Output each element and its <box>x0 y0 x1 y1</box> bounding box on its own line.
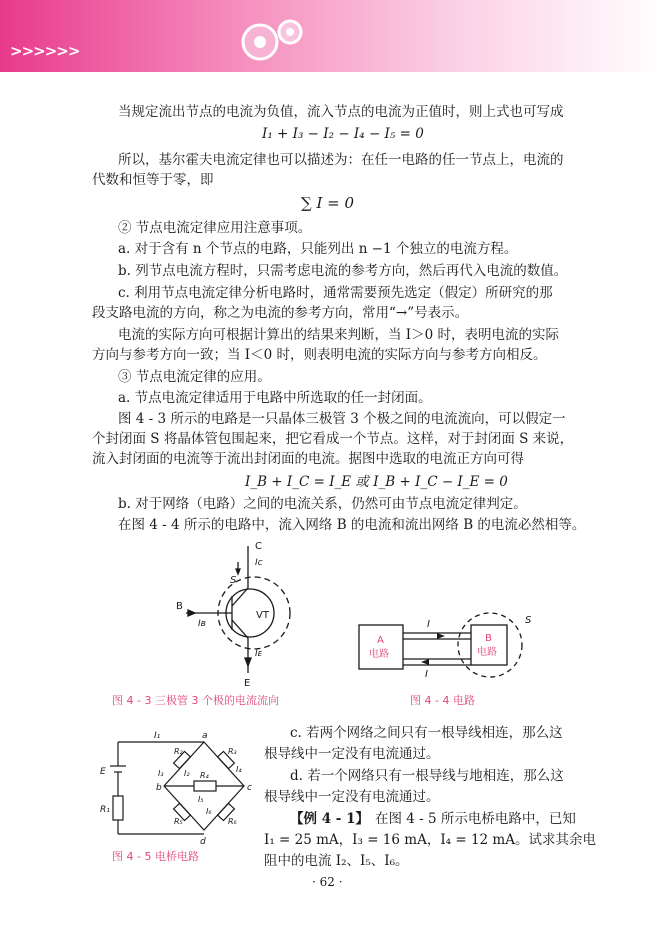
list-item: b. 对于网络（电路）之间的电流关系，仍然可由节点电流定律判定。 <box>118 496 527 512</box>
source-label-e: E <box>100 767 106 777</box>
current-label-i4: I₄ <box>236 765 242 774</box>
current-label-ib: Iʙ <box>198 619 206 629</box>
section-heading: ③ 节点电流定律的应用。 <box>118 369 271 385</box>
list-item: b. 列节点电流方程时，只需考虑电流的参考方向，然后再代入电流的数值。 <box>118 263 568 279</box>
resistor-label-r2: R₂ <box>174 747 183 756</box>
terminal-label-b: B <box>176 601 183 612</box>
equation-sum: ∑ I = 0 <box>301 194 355 212</box>
network-a-label: A <box>377 635 384 646</box>
transistor-label-vt: VT <box>256 610 269 621</box>
section-heading: ② 节点电流定律应用注意事项。 <box>118 220 312 236</box>
paragraph: 图 4 - 3 所示的电路是一只晶体三极管 3 个极之间的电流流向，可以假定一 <box>118 411 566 427</box>
list-item: 段支路电流的方向，称之为电流的参考方向，常用“→”号表示。 <box>92 305 469 321</box>
paragraph: 所以，基尔霍夫电流定律也可以描述为：在任一电路的任一节点上，电流的 <box>118 152 564 168</box>
example-text: 在图 4 - 5 所示电桥电路中，已知 <box>375 811 576 827</box>
list-item: d. 若一个网络只有一根导线与地相连，那么这 <box>290 768 564 784</box>
figure-4-5-bridge-circuit <box>98 726 258 846</box>
paragraph: 电流的实际方向可根据计算出的结果来判断，当 I＞0 时，表明电流的实际 <box>118 327 560 343</box>
list-item: 根导线中一定没有电流通过。 <box>264 746 440 762</box>
figure-caption: 图 4 - 5 电桥电路 <box>112 850 199 863</box>
page-header-band <box>0 0 665 72</box>
equation: I₁ + I₃ − I₂ − I₄ − I₅ = 0 <box>262 126 424 142</box>
figure-4-4-networks <box>355 605 555 685</box>
paragraph: 个封闭面 S 将晶体管包围起来，把它看成一个节点。这样，对于封闭面 S 来说， <box>92 431 574 447</box>
resistor-label-r6: R₆ <box>228 817 237 826</box>
current-label-i6: I₆ <box>206 807 212 816</box>
list-item: a. 节点电流定律适用于电路中所选取的任一封闭面。 <box>118 390 432 406</box>
list-item: c. 若两个网络之间只有一根导线相连，那么这 <box>290 725 563 741</box>
node-label-b: b <box>156 783 162 793</box>
network-a-circuit-label: 电路 <box>369 649 389 660</box>
surface-label-s: S <box>230 575 237 586</box>
terminal-label-e: E <box>244 678 251 688</box>
equation: I_B + I_C = I_E 或 I_B + I_C − I_E = 0 <box>245 474 508 490</box>
surface-label-s: S <box>525 615 532 626</box>
current-label-bottom: I <box>425 669 428 680</box>
figure-4-3-transistor <box>150 538 350 688</box>
list-item: 根导线中一定没有电流通过。 <box>264 789 440 805</box>
current-label-top: I <box>427 619 430 630</box>
network-b-circuit-label: 电路 <box>477 647 497 658</box>
resistor-label-r5: R₅ <box>174 817 183 826</box>
current-label-i3: I₃ <box>158 769 164 778</box>
resistor-label-r1: R₁ <box>100 805 110 815</box>
node-label-d: d <box>200 837 206 846</box>
example-label: 【例 4 - 1】 <box>290 811 369 827</box>
page-number: · 62 · <box>312 875 343 889</box>
current-label-ic: Iᴄ <box>255 558 263 568</box>
list-item: a. 对于含有 n 个节点的电路，只能列出 n −1 个独立的电流方程。 <box>118 241 518 257</box>
node-label-c: c <box>247 783 252 793</box>
network-b-label: B <box>485 633 492 644</box>
resistor-label-r4: R₄ <box>200 771 209 780</box>
paragraph: 代数和恒等于零，即 <box>92 172 214 188</box>
figure-caption: 图 4 - 3 三极管 3 个极的电流流向 <box>112 694 279 707</box>
current-label-i5: I₅ <box>198 795 204 804</box>
example-text: 阻中的电流 I₂、I₅、I₆。 <box>264 853 409 869</box>
current-label-i2: I₂ <box>184 769 190 778</box>
current-label-ie: Iᴇ <box>255 649 263 659</box>
paragraph: 方向与参考方向一致；当 I＜0 时，则表明电流的实际方向与参考方向相反。 <box>92 347 547 363</box>
figure-caption: 图 4 - 4 电路 <box>410 694 475 707</box>
node-label-a: a <box>202 731 208 741</box>
paragraph: 在图 4 - 4 所示的电路中，流入网络 B 的电流和流出网络 B 的电流必然相等。 <box>118 517 586 533</box>
gear-decoration-icon <box>215 8 325 68</box>
example-text: I₁ = 25 mA，I₃ = 16 mA，I₄ = 12 mA。试求其余电 <box>264 832 596 848</box>
terminal-label-c: C <box>255 541 262 552</box>
paragraph: 当规定流出节点的电流为负值，流入节点的电流为正值时，则上式也可写成 <box>118 104 564 120</box>
paragraph: 流入封闭面的电流等于流出封闭面的电流。据图中选取的电流正方向可得 <box>92 451 524 467</box>
chevron-decoration: >>>>>> <box>10 42 80 60</box>
resistor-label-r3: R₃ <box>228 747 237 756</box>
list-item: c. 利用节点电流定律分析电路时，通常需要预先选定（假定）所研究的那 <box>118 285 553 301</box>
current-label-i1: I₁ <box>154 731 161 741</box>
